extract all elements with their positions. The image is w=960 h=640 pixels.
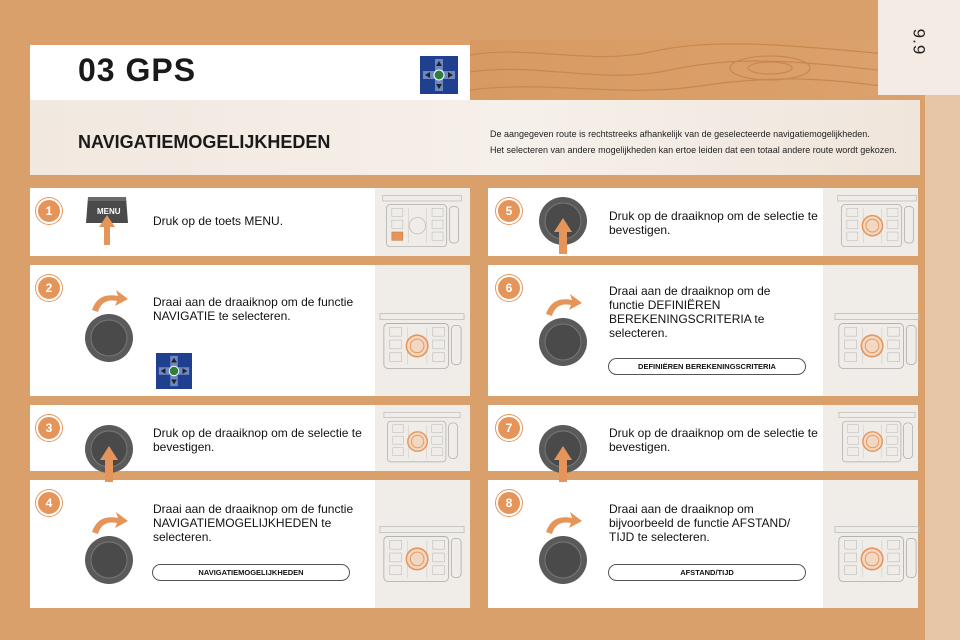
rotary-knob-turn-icon bbox=[84, 512, 134, 584]
section-title: NAVIGATIEMOGELIJKHEDEN bbox=[78, 132, 331, 152]
step-number-badge: 8 bbox=[496, 490, 522, 516]
option-label: NAVIGATIEMOGELIJKHEDEN bbox=[152, 564, 350, 581]
rotary-knob-turn-icon bbox=[538, 512, 588, 584]
menu-key-label: MENU bbox=[97, 207, 121, 216]
step-number-badge: 2 bbox=[36, 275, 62, 301]
step-text: Druk op de draaiknop om de selectie te bevestigen. bbox=[609, 426, 818, 454]
navigation-cross-icon bbox=[420, 56, 458, 94]
step-number-badge: 1 bbox=[36, 198, 62, 224]
step-text: Draai aan de draaiknop om de functie DEFINIËREN BEREKENINGSCRITERIA te selecteren. bbox=[609, 284, 771, 340]
step-text: Druk op de toets MENU. bbox=[153, 214, 284, 228]
option-label: AFSTAND/TIJD bbox=[608, 564, 806, 581]
chapter-title: 03 GPS bbox=[78, 52, 197, 88]
step-text: Druk op de draaiknop om de selectie te bevestigen. bbox=[609, 209, 818, 237]
topographic-decoration bbox=[470, 40, 925, 100]
rotary-knob-press-icon bbox=[538, 424, 588, 484]
navigation-cross-icon bbox=[155, 353, 193, 389]
page-number: 9.9 bbox=[909, 28, 929, 56]
intro-line: De aangegeven route is rechtstreeks afhankelijk van de geselecteerde navigatiemogelijkheden. bbox=[490, 129, 870, 139]
step-number-badge: 5 bbox=[496, 198, 522, 224]
menu-key-icon bbox=[82, 193, 132, 248]
rotary-knob-turn-icon bbox=[538, 294, 588, 366]
step-text: Draai aan de draaiknop om bijvoorbeeld de functie AFSTAND/ TIJD te selecteren. bbox=[609, 502, 791, 544]
radio-unit-illustration bbox=[378, 506, 466, 604]
step-text: Draai aan de draaiknop om de functie NAVIGATIEMOGELIJKHEDEN te selecteren. bbox=[153, 502, 354, 544]
rotary-knob-press-icon bbox=[84, 424, 134, 484]
step-text: Druk op de draaiknop om de selectie te bevestigen. bbox=[153, 426, 362, 454]
intro-line: Het selecteren van andere mogelijkheden kan ertoe leiden dat een totaal andere route wordt gekozen. bbox=[490, 145, 897, 155]
step-number-badge: 6 bbox=[496, 275, 522, 301]
step-text: Draai aan de draaiknop om de functie NAVIGATIE te selecteren. bbox=[153, 295, 354, 323]
radio-unit-illustration bbox=[378, 407, 466, 469]
step-number-badge: 7 bbox=[496, 415, 522, 441]
step-number-badge: 3 bbox=[36, 415, 62, 441]
radio-unit-illustration bbox=[378, 190, 466, 254]
radio-unit-illustration bbox=[833, 292, 921, 392]
radio-unit-illustration bbox=[833, 190, 921, 254]
radio-unit-illustration bbox=[378, 292, 466, 392]
step-number-badge: 4 bbox=[36, 490, 62, 516]
option-label: DEFINIËREN BEREKENINGSCRITERIA bbox=[608, 358, 806, 375]
radio-unit-illustration bbox=[833, 506, 921, 604]
intro-text bbox=[490, 126, 920, 158]
radio-unit-illustration bbox=[833, 407, 921, 469]
rotary-knob-press-icon bbox=[538, 196, 588, 256]
rotary-knob-turn-icon bbox=[84, 290, 134, 362]
side-column bbox=[925, 95, 960, 640]
